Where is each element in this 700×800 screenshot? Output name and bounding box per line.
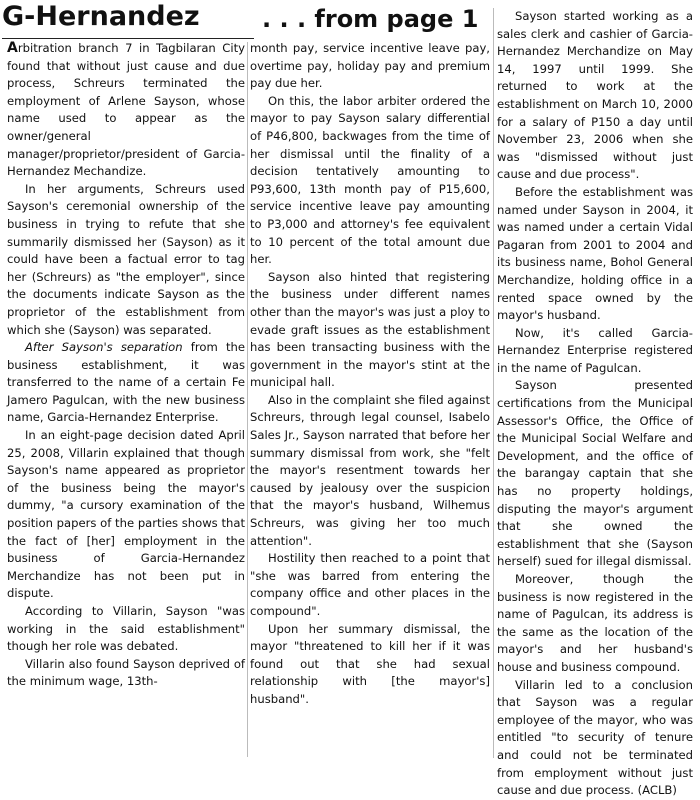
headline-title: G-Hernandez	[2, 0, 254, 39]
subhead-lead: After Sayson's separation	[25, 340, 183, 355]
article-paragraph: According to Villarin, Sayson "was working in the said establishment" though her role was debated.	[7, 604, 245, 654]
article-paragraph: Moreover, though the business is now registered in the name of Pagulcan, its address is the same as the location of the mayor's and her husband's house and business compound.	[497, 572, 693, 674]
article-paragraph: Upon her summary dismissal, the mayor "threatened to kill her if it was found out that she had sexual relationship with [the mayor's] husband".	[250, 621, 490, 706]
article-paragraph: Hostility then reached to a point that "she was barred from entering the company office and other places in the compound".	[250, 551, 490, 618]
article-paragraph: Villarin led to a conclusion that Sayson was a regular employee of the mayor, who was entitled "to security of tenure and could not be terminated from employment without just cause and due process. (ACLB)	[497, 677, 693, 798]
article-paragraph: Also in the complaint she filed against Schreurs, through legal counsel, Isabelo Sales Jr., Sayson narrated that before her summary dismissal from work, she "felt the mayor's resentment towards her caused by jealousy over the suspicion that the mayor's husband, Wilhemus Schreurs, was giving her too much attention".	[250, 392, 490, 548]
article-column-3	[497, 8, 693, 800]
article-paragraph: Now, it's called Garcia-Hernandez Enterprise registered in the name of Pagulcan.	[497, 325, 693, 375]
drop-cap: A	[7, 40, 18, 56]
article-paragraph: month pay, service incentive leave pay, overtime pay, holiday pay and premium pay due her.	[250, 41, 490, 91]
article-paragraph: On this, the labor arbiter ordered the mayor to pay Sayson salary differential of P46,800, backwages from the time of her dismissal until the finality of a decision tentatively amounting to P93,600, 13th month pay of P15,600, service incentive leave pay amounting to P3,000 and attorney's fee equivalent to 10 percent of the total amount due her.	[250, 93, 490, 267]
article-paragraph: Sayson presented certifications from the Municipal Assessor's Office, the Office of the Municipal Social Welfare and Development, and the office of the barangay captain that she has no property holdings, disputing the mayor's argument that she owned the establishment that she (Sayson herself) sued for illegal dismissal.	[497, 378, 693, 569]
column-divider	[493, 8, 494, 758]
headline-continuation: . . . from page 1	[262, 5, 479, 33]
article-paragraph: Arbitration branch 7 in Tagbilaran City found that without just cause and due process, Schreurs terminated the employment of Arlene Sayson, whose name used to appear as the owner/general manager/proprietor/president of Garcia-Hernandez Mechandize.	[7, 40, 245, 179]
article-paragraph: Villarin also found Sayson deprived of the minimum wage, 13th-	[7, 656, 245, 689]
article-paragraph: In her arguments, Schreurs used Sayson's ceremonial ownership of the business in trying to refute that she summarily dismissed her (Sayson) as it could have been a factual error to tag her (Schreurs) as "the employer", since the documents indicate Sayson as the proprietor of the establishment from which she (Sayson) was separated.	[7, 181, 245, 337]
article-paragraph: In an eight-page decision dated April 25, 2008, Villarin explained that though Sayson's name appeared as proprietor of the business being the mayor's dummy, "a cursory examination of the position papers of the parties shows that the fact of [her] employment in the business of Garcia-Hernandez Merchandize has not been put in dispute.	[7, 428, 245, 601]
article-column-2	[250, 40, 490, 709]
article-paragraph: After Sayson's separation from the business establishment, it was transferred to the name of a certain Fe Jamero Pagulcan, with the new business name, Garcia-Hernandez Enterprise.	[7, 340, 245, 425]
column-divider	[247, 42, 248, 757]
article-paragraph: Sayson started working as a sales clerk and cashier of Garcia-Hernandez Merchandize on May 14, 1997 until 1999. She returned to work at the establishment on March 10, 2000 for a salary of P150 a day until November 23, 2006 when she was "dismissed without just cause and due process".	[497, 9, 693, 182]
article-column-1	[7, 40, 245, 691]
article-paragraph: Sayson also hinted that registering the business under different names other than the mayor's was just a ploy to evade graft issues as the establishment has been transacting business with the government in the mayor's stint at the municipal hall.	[250, 269, 490, 390]
article-paragraph: Before the establishment was named under Sayson in 2004, it was named under a certain Vidal Pagaran from 2001 to 2004 and its business name, Bohol General Merchandize, holding office in a rented space owned by the mayor's husband.	[497, 184, 693, 323]
